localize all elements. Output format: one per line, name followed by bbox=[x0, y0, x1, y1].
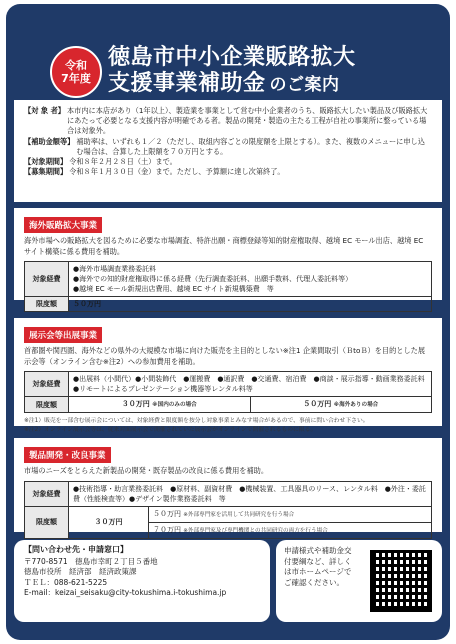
year-badge bbox=[50, 46, 102, 98]
limit-ext2-note: ※外部専門家及び専門機関との共同研究の両方を行う場合 bbox=[183, 527, 328, 534]
rate-row bbox=[24, 137, 432, 157]
limit-ext1-cell bbox=[149, 506, 432, 522]
expo-section bbox=[14, 318, 442, 433]
contact-email[interactable]: E-mail：keizai_seisaku@city-tokushima.i-tokushima.jp bbox=[24, 588, 227, 597]
table-row bbox=[25, 297, 432, 312]
flyer-header bbox=[14, 12, 442, 104]
apply-period-label: 【募集期間】 bbox=[24, 167, 68, 177]
target-cost-head: 対象経費 bbox=[25, 372, 69, 397]
target-cost-cell bbox=[69, 262, 432, 297]
qr-code-icon[interactable] bbox=[370, 550, 432, 612]
list-item: ●出展料（小間代）●小間装飾代 ●運搬費 ●通訳費 ●交通費、宿泊費 ●商談・展示指導・動画業務委託料 ●リモートによるプレゼンテーション機器等レンタル料等 bbox=[73, 375, 432, 393]
contact-box bbox=[14, 540, 270, 622]
expo-table bbox=[24, 371, 432, 413]
apply-period-row bbox=[24, 167, 432, 177]
list-item: ●技術指導・助言業務委託料 ●原材料、副資材費 ●機械装置、工具器具のリース、レンタル料 ●外注・委託費（性能検査等）●デザイン製作業務委託料 等 bbox=[73, 484, 426, 503]
limit-head: 限度額 bbox=[25, 397, 69, 413]
rate-label: 【補助金額等】 bbox=[24, 136, 75, 146]
contact-address: 〒770-8571 徳島市幸町２丁目５番地 bbox=[24, 556, 158, 566]
product-desc: 市場のニーズをとらえた新製品の開発・既存製品の改良に係る費用を補助。 bbox=[24, 466, 269, 475]
overseas-table bbox=[24, 261, 432, 312]
limit-value: ３０万円 bbox=[69, 506, 149, 538]
overseas-section bbox=[14, 208, 442, 308]
target-text: 本市内に本店があり（1年以上）、製造業を事業として営む中小企業者のうち、販路拡大したい製品及び販路拡大にあたって必要となる支援内容が明確である者。製品の開発・製造の主たる工程が自社の事業所に整っている場合は対象外。 bbox=[66, 106, 428, 136]
table-row bbox=[25, 506, 432, 522]
limit-overseas-note: ※海外ありの場合 bbox=[333, 402, 379, 408]
expo-title: 展示会等出展事業 bbox=[24, 327, 102, 343]
limit-ext2: ７０万円 bbox=[153, 525, 181, 534]
period-label: 【対象期間】 bbox=[24, 157, 68, 167]
limit-domestic: ３０万円 bbox=[121, 400, 150, 408]
target-cost-head: 対象経費 bbox=[25, 481, 69, 506]
apply-period-text: 令和８年１月３０日（金）まで。ただし、予算額に達し次第終了。 bbox=[69, 167, 285, 177]
limit-overseas: ５０万円 bbox=[303, 400, 332, 408]
limit-head: 限度額 bbox=[25, 506, 69, 538]
limit-value: ５０万円 bbox=[69, 297, 432, 312]
rate-text: 補助率は、いずれも１／２（ただし、取組内容ごとの限度額を上限とする）。また、複数のメニューに申し込む場合は、合算した上限額を７０万円とする。 bbox=[76, 136, 425, 156]
page-title-line1: 徳島市中小企業販路拡大 bbox=[108, 45, 356, 70]
limit-domestic-cell bbox=[69, 397, 251, 413]
period-row bbox=[24, 157, 432, 167]
expo-desc: 首都圏や関西圏、海外などの県外の大規模な市場に向けた販売を主目的としない※注1 企業間取引（ＢtoＢ）を目的とした展示会等（オンライン含む※注2）への参加費用を補助。 bbox=[24, 346, 426, 366]
table-row bbox=[25, 262, 432, 297]
limit-head: 限度額 bbox=[25, 297, 69, 312]
list-item: ●海外での知的財産権取得に係る経費（先行調査委託料、出願手数料、代理人委託料等） bbox=[73, 275, 353, 283]
apply-info-text: 申請様式や補助金交付要綱など、詳しくは市ホームページでご確認ください。 bbox=[284, 546, 352, 587]
product-section bbox=[14, 438, 442, 532]
target-row bbox=[24, 106, 432, 137]
table-row bbox=[25, 372, 432, 397]
list-item: ●海外市場調査業務委託料 bbox=[73, 265, 157, 273]
target-cost-cell bbox=[69, 481, 432, 506]
table-row bbox=[25, 397, 432, 413]
contact-tel: ＴＥＬ：088-621-5225 bbox=[24, 577, 108, 587]
target-label: 【対 象 者】 bbox=[24, 106, 65, 115]
overseas-title: 海外販路拡大事業 bbox=[24, 217, 102, 233]
target-cost-cell bbox=[69, 372, 432, 397]
contact-office: 徳島市役所 経済部 経済政策課 bbox=[24, 567, 137, 576]
note-2: ※注2）オンライン展示会等は、従来対面展示会で開催されていた展示会がオンラインで開催されるものに限る。 bbox=[24, 427, 317, 433]
expo-notes bbox=[24, 417, 432, 435]
contact-title: 【問い合わせ先・申請窓口】 bbox=[24, 545, 128, 554]
page-title-line2 bbox=[108, 66, 340, 97]
badge-line2: 7年度 bbox=[61, 72, 91, 85]
apply-info-box bbox=[276, 540, 442, 622]
note-1: ※注1）販売を一部含む展示会については、対象経費と限度額を按分し対象事業とみなす場合があるので、事前に問い合わせ下さい。 bbox=[24, 418, 369, 424]
product-table bbox=[24, 481, 432, 539]
period-text: 令和８年２月２８日（土）まで。 bbox=[69, 157, 177, 167]
overseas-desc: 海外市場への販路拡大を図るために必要な市場調査、特許出願・商標登録等知的財産権取得、越境 EC モール出店、越境 EC サイト構築に係る費用を補助。 bbox=[24, 236, 424, 256]
target-cost-head: 対象経費 bbox=[25, 262, 69, 297]
page-title-main: 支援事業補助金 bbox=[108, 71, 266, 96]
limit-domestic-note: ※国内のみの場合 bbox=[152, 402, 197, 408]
limit-ext1-note: ※外部専門家を活用して共同研究を行う場合 bbox=[183, 511, 295, 518]
limit-ext2-cell bbox=[149, 522, 432, 538]
page-title-suffix: のご案内 bbox=[269, 75, 340, 95]
table-row bbox=[25, 481, 432, 506]
limit-ext1: ５０万円 bbox=[153, 509, 181, 518]
limit-overseas-cell bbox=[250, 397, 432, 413]
intro-panel bbox=[14, 100, 442, 202]
list-item: ●越境 EC モール新規出店費用、越境 EC サイト新規構築費 等 bbox=[73, 285, 274, 293]
product-title: 製品開発・改良事業 bbox=[24, 447, 111, 463]
badge-line1: 令和 bbox=[65, 59, 87, 72]
